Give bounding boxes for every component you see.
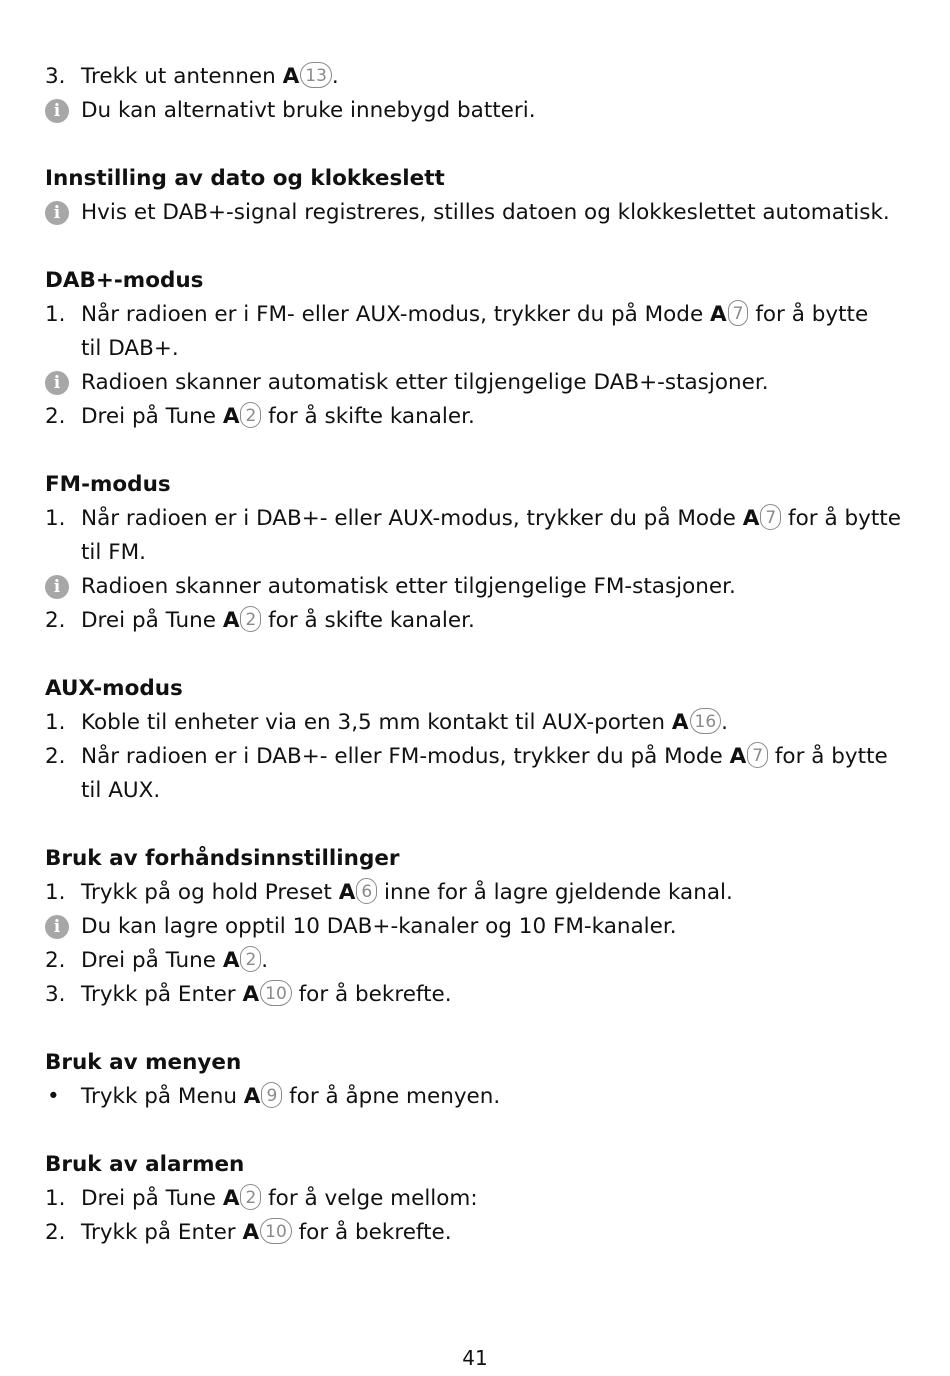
step-text: Når radioen er i DAB+- eller AUX-modus, trykker du på Mode bbox=[81, 506, 743, 531]
part-letter: A bbox=[222, 608, 240, 633]
step-alarm-confirm bbox=[45, 1216, 925, 1250]
info-text: Radioen skanner automatisk etter tilgjengelige DAB+-stasjoner. bbox=[81, 370, 769, 395]
step-text-after: for å skifte kanaler. bbox=[261, 608, 475, 633]
part-reference-badge: 2 bbox=[240, 946, 261, 972]
manual-page-content bbox=[45, 60, 925, 1250]
step-text-after: . bbox=[721, 710, 728, 735]
step-text-after: inne for å lagre gjeldende kanal. bbox=[377, 880, 733, 905]
info-text: Hvis et DAB+-signal registreres, stilles datoen og klokkeslettet automatisk. bbox=[81, 200, 890, 225]
part-reference-badge: 7 bbox=[747, 742, 768, 768]
step-number: 1. bbox=[45, 1186, 66, 1211]
info-icon: i bbox=[45, 575, 69, 599]
step-dab-tune bbox=[45, 400, 925, 434]
step-fm-tune bbox=[45, 604, 925, 638]
info-icon: i bbox=[45, 371, 69, 395]
section-heading-date-time: Innstilling av dato og klokkeslett bbox=[45, 166, 445, 191]
step-text-after: for å åpne menyen. bbox=[282, 1084, 501, 1109]
part-reference-badge: 2 bbox=[240, 402, 261, 428]
step-text: Når radioen er i FM- eller AUX-modus, trykker du på Mode bbox=[81, 302, 711, 327]
step-number: 1. bbox=[45, 302, 66, 327]
info-note-date-auto bbox=[45, 196, 925, 230]
part-reference-badge: 10 bbox=[260, 980, 292, 1006]
section-heading-fm: FM-modus bbox=[45, 472, 171, 497]
step-preset-hold bbox=[45, 876, 925, 910]
step-text: Når radioen er i DAB+- eller FM-modus, trykker du på Mode bbox=[81, 744, 730, 769]
step-aux-mode bbox=[45, 740, 925, 774]
part-reference-badge: 7 bbox=[760, 504, 781, 530]
step-text: Drei på Tune bbox=[81, 404, 223, 429]
part-reference-badge: 9 bbox=[261, 1082, 282, 1108]
info-text: Radioen skanner automatisk etter tilgjengelige FM-stasjoner. bbox=[81, 574, 736, 599]
section-heading-menu: Bruk av menyen bbox=[45, 1050, 242, 1075]
info-icon: i bbox=[45, 99, 69, 123]
step-text: Trekk ut antennen bbox=[81, 64, 283, 89]
step-text: Trykk på og hold Preset bbox=[81, 880, 339, 905]
step-text-continued: til FM. bbox=[81, 540, 146, 565]
step-extend-antenna bbox=[45, 60, 925, 94]
part-letter: A bbox=[338, 880, 356, 905]
info-text: Du kan lagre opptil 10 DAB+-kanaler og 10 FM-kanaler. bbox=[81, 914, 677, 939]
section-heading-dab: DAB+-modus bbox=[45, 268, 204, 293]
step-number: 2. bbox=[45, 948, 66, 973]
info-text: Du kan alternativt bruke innebygd batteri. bbox=[81, 98, 536, 123]
info-note-fm-scan bbox=[45, 570, 925, 604]
step-text: Drei på Tune bbox=[81, 948, 223, 973]
step-number: 1. bbox=[45, 710, 66, 735]
step-text-after: for å bekrefte. bbox=[291, 982, 452, 1007]
step-alarm-tune bbox=[45, 1182, 925, 1216]
info-icon: i bbox=[45, 915, 69, 939]
section-heading-alarm: Bruk av alarmen bbox=[45, 1152, 245, 1177]
part-letter: A bbox=[242, 1220, 260, 1245]
step-text-after: for å bytte bbox=[781, 506, 901, 531]
step-text-after: . bbox=[331, 64, 339, 89]
step-dab-mode bbox=[45, 298, 925, 332]
step-text: Trykk på Enter bbox=[81, 982, 243, 1007]
part-letter: A bbox=[729, 744, 747, 769]
step-text-continued: til DAB+. bbox=[81, 336, 179, 361]
section-heading-presets: Bruk av forhåndsinnstillinger bbox=[45, 846, 400, 871]
part-reference-badge: 2 bbox=[240, 606, 261, 632]
part-reference-badge: 13 bbox=[300, 62, 332, 88]
step-text-after: for å skifte kanaler. bbox=[261, 404, 475, 429]
step-preset-confirm bbox=[45, 978, 925, 1012]
part-reference-badge: 10 bbox=[260, 1218, 292, 1244]
part-reference-badge: 16 bbox=[690, 708, 722, 734]
step-text: Drei på Tune bbox=[81, 608, 223, 633]
part-letter: A bbox=[671, 710, 689, 735]
step-text: Trykk på Enter bbox=[81, 1220, 243, 1245]
part-letter: A bbox=[222, 404, 240, 429]
part-letter: A bbox=[222, 948, 240, 973]
step-text-after: for å velge mellom: bbox=[261, 1186, 478, 1211]
part-reference-badge: 2 bbox=[240, 1184, 261, 1210]
bullet-symbol: • bbox=[47, 1084, 60, 1109]
step-number: 2. bbox=[45, 404, 66, 429]
step-text-after: for å bekrefte. bbox=[291, 1220, 452, 1245]
step-fm-mode bbox=[45, 502, 925, 536]
part-letter: A bbox=[242, 982, 260, 1007]
info-note-preset-capacity bbox=[45, 910, 925, 944]
part-letter: A bbox=[222, 1186, 240, 1211]
step-continuation bbox=[45, 774, 925, 808]
bullet-open-menu bbox=[45, 1080, 925, 1114]
part-letter: A bbox=[710, 302, 727, 327]
step-text-after: for å bytte bbox=[748, 302, 869, 327]
step-number: 2. bbox=[45, 608, 66, 633]
step-continuation bbox=[45, 536, 925, 570]
step-number: 1. bbox=[45, 506, 66, 531]
info-note-dab-scan bbox=[45, 366, 925, 400]
part-letter: A bbox=[243, 1084, 261, 1109]
step-number: 3. bbox=[45, 982, 66, 1007]
step-text-after: for å bytte bbox=[768, 744, 888, 769]
info-note-battery bbox=[45, 94, 925, 128]
part-letter: A bbox=[742, 506, 760, 531]
page-number: 41 bbox=[462, 1346, 488, 1370]
step-aux-connect bbox=[45, 706, 925, 740]
step-number: 3. bbox=[45, 64, 66, 89]
step-text-continued: til AUX. bbox=[81, 778, 161, 803]
part-reference-badge: 7 bbox=[728, 300, 749, 326]
part-letter: A bbox=[282, 64, 300, 89]
step-text-after: . bbox=[261, 948, 269, 973]
step-preset-tune bbox=[45, 944, 925, 978]
info-icon: i bbox=[45, 201, 69, 225]
section-heading-aux: AUX-modus bbox=[45, 676, 183, 701]
step-text: Koble til enheter via en 3,5 mm kontakt til AUX-porten bbox=[81, 710, 672, 735]
step-number: 2. bbox=[45, 744, 66, 769]
step-number: 1. bbox=[45, 880, 66, 905]
step-text: Trykk på Menu bbox=[81, 1084, 244, 1109]
step-continuation bbox=[45, 332, 925, 366]
step-text: Drei på Tune bbox=[81, 1186, 223, 1211]
part-reference-badge: 6 bbox=[356, 878, 377, 904]
step-number: 2. bbox=[45, 1220, 66, 1245]
